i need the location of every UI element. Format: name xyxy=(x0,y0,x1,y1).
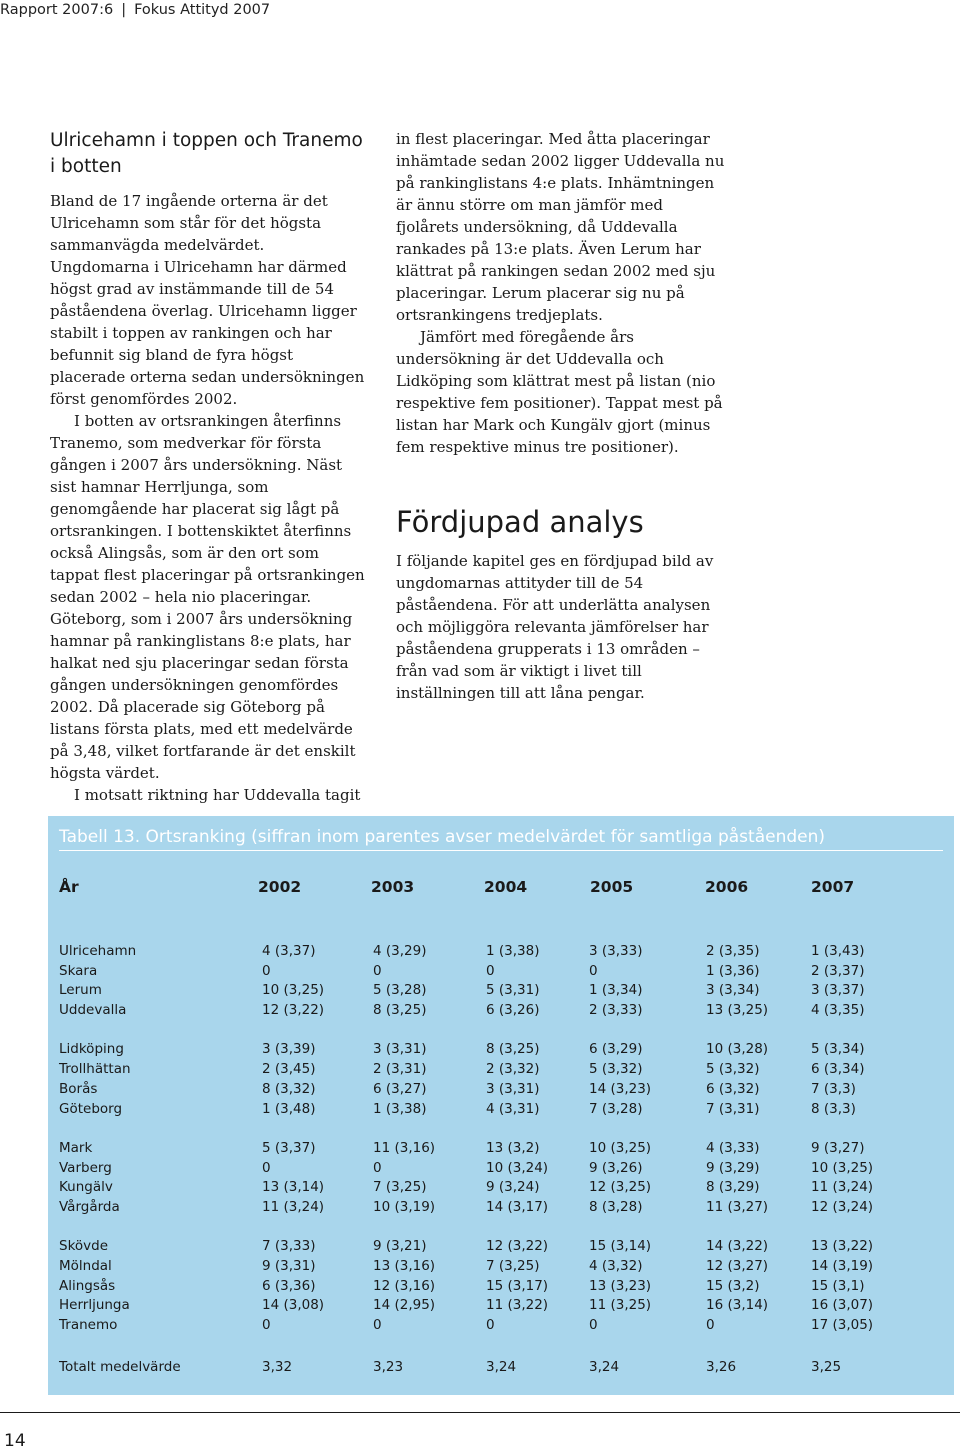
total-cell: 3,23 xyxy=(373,1359,404,1375)
rank-cell: 8 (3,28) xyxy=(589,1198,643,1215)
rank-cell: 0 xyxy=(589,1317,598,1334)
paragraph: I motsatt riktning har Uddevalla tagit xyxy=(74,786,361,804)
rank-cell: 11 (3,16) xyxy=(373,1139,436,1156)
rank-cell: 1 (3,36) xyxy=(706,962,760,979)
table-header-row xyxy=(59,878,960,898)
rank-cell: 7 (3,33) xyxy=(262,1238,316,1255)
rank-cell: 12 (3,22) xyxy=(262,1002,325,1019)
rank-cell: 15 (3,17) xyxy=(486,1277,549,1294)
rank-cell: 10 (3,28) xyxy=(706,1041,769,1058)
rank-cell: 4 (3,37) xyxy=(262,943,316,959)
rank-cell: 14 (3,17) xyxy=(486,1198,549,1215)
town-name: Kungälv xyxy=(59,1179,113,1196)
rank-cell: 6 (3,26) xyxy=(486,1002,540,1019)
report-number: Rapport 2007:6 xyxy=(0,2,114,18)
rank-cell: 12 (3,16) xyxy=(373,1277,436,1294)
rank-cell: 9 (3,26) xyxy=(589,1159,643,1176)
total-cell: 3,24 xyxy=(589,1359,620,1375)
rank-cell: 3 (3,37) xyxy=(811,982,865,999)
town-name: Skövde xyxy=(59,1238,109,1255)
rank-cell: 7 (3,25) xyxy=(373,1179,427,1196)
rank-cell: 9 (3,31) xyxy=(262,1258,316,1274)
rank-cell: 13 (3,23) xyxy=(589,1277,652,1294)
header-cell: 2002 xyxy=(258,878,302,896)
rank-cell: 9 (3,27) xyxy=(811,1139,865,1156)
rank-cell: 16 (3,07) xyxy=(811,1297,874,1314)
rank-cell: 0 xyxy=(262,1317,271,1334)
rank-cell: 0 xyxy=(262,962,271,979)
total-cell: 3,24 xyxy=(486,1359,517,1375)
rank-cell: 1 (3,43) xyxy=(811,943,865,959)
paragraph: I botten av ortsrankingen återfinns Tranemo, som medverkar för första gången i 2007 års undersökning. Näst sist hamnar Herrljunga, som genomgående har placerat sig lågt på ortsrankingen. I bottenskiktet återfinns också Alingsås, som är den ort som tappat flest placeringar på ortsrankingen sedan 2002 – hela nio placeringar. Göteborg, som i 2007 års undersökning hamnar på rankinglistans 8:e plats, har halkat ned sju placeringar sedan första gången undersökningen genomfördes 2002. Då placerade sig Göteborg på listans första plats, med ett medelvärde på 3,48, vilket fortfarande är det enskilt högsta värdet. xyxy=(50,412,365,782)
town-name: Mölndal xyxy=(59,1258,112,1274)
running-header xyxy=(0,0,270,20)
town-name: Lerum xyxy=(59,982,102,999)
rank-cell: 1 (3,38) xyxy=(373,1100,427,1117)
rank-cell: 10 (3,25) xyxy=(811,1159,874,1176)
town-name: Trollhättan xyxy=(59,1061,131,1078)
rank-cell: 13 (3,22) xyxy=(811,1238,874,1255)
rank-cell: 3 (3,33) xyxy=(589,943,643,959)
rank-cell: 9 (3,29) xyxy=(706,1159,760,1176)
table-title-rule xyxy=(59,850,943,851)
rank-cell: 2 (3,35) xyxy=(706,943,760,959)
paragraph: in flest placeringar. Med åtta placeringar inhämtade sedan 2002 ligger Uddevalla nu på rankinglistans 4:e plats. Inhämtningen är ännu större om man jämför med fjolårets undersökning, då Uddevalla rankades på 13:e plats. Även Lerum har klättrat på rankingen sedan 2002 med sju placeringar. Lerum placerar sig nu på ortsrankingens tredjeplats. xyxy=(396,130,725,324)
rank-cell: 4 (3,29) xyxy=(373,943,427,959)
header-cell: 2005 xyxy=(590,878,634,896)
rank-cell: 14 (3,08) xyxy=(262,1297,325,1314)
total-cell: 3,25 xyxy=(811,1359,842,1375)
rank-cell: 13 (3,25) xyxy=(706,1002,769,1019)
rank-cell: 16 (3,14) xyxy=(706,1297,769,1314)
rank-cell: 5 (3,37) xyxy=(262,1139,316,1156)
rank-cell: 2 (3,37) xyxy=(811,962,865,979)
rank-cell: 14 (2,95) xyxy=(373,1297,436,1314)
ranking-table xyxy=(48,816,954,1395)
town-name: Vårgårda xyxy=(59,1198,120,1215)
rank-cell: 8 (3,32) xyxy=(262,1080,316,1097)
rank-cell: 6 (3,32) xyxy=(706,1080,760,1097)
rank-cell: 7 (3,28) xyxy=(589,1100,643,1117)
rank-cell: 12 (3,22) xyxy=(486,1238,549,1255)
town-name: Lidköping xyxy=(59,1041,124,1058)
town-name: Varberg xyxy=(59,1159,112,1176)
section-heading-analysis: Fördjupad analys xyxy=(396,505,644,539)
header-cell: 2004 xyxy=(484,878,528,896)
rank-cell: 8 (3,29) xyxy=(706,1179,760,1196)
rank-cell: 2 (3,31) xyxy=(373,1061,427,1078)
rank-cell: 6 (3,34) xyxy=(811,1061,865,1078)
rank-cell: 2 (3,45) xyxy=(262,1061,316,1078)
rank-cell: 15 (3,14) xyxy=(589,1238,652,1255)
town-name: Alingsås xyxy=(59,1277,116,1294)
rank-cell: 14 (3,19) xyxy=(811,1258,874,1274)
rank-cell: 5 (3,28) xyxy=(373,982,427,999)
paragraph: Jämfört med föregående års undersökning är det Uddevalla och Lidköping som klättrat mest på listan (nio respektive fem positioner). Tappat mest på listan har Mark och Kungälv gjort (minus fem respektive minus tre positioner). xyxy=(396,328,723,456)
rank-cell: 6 (3,36) xyxy=(262,1277,316,1294)
rank-cell: 5 (3,34) xyxy=(811,1041,865,1058)
rank-cell: 3 (3,34) xyxy=(706,982,760,999)
rank-cell: 11 (3,22) xyxy=(486,1297,549,1314)
rank-cell: 5 (3,31) xyxy=(486,982,540,999)
rank-cell: 0 xyxy=(373,962,382,979)
rank-cell: 7 (3,3) xyxy=(811,1080,856,1097)
rank-cell: 11 (3,27) xyxy=(706,1198,769,1215)
rank-cell: 15 (3,2) xyxy=(706,1277,760,1294)
rank-cell: 11 (3,24) xyxy=(811,1179,874,1196)
rank-cell: 0 xyxy=(373,1317,382,1334)
rank-cell: 5 (3,32) xyxy=(589,1061,643,1078)
page-number: 14 xyxy=(4,1431,26,1451)
rank-cell: 5 (3,32) xyxy=(706,1061,760,1078)
rank-cell: 17 (3,05) xyxy=(811,1317,874,1334)
rank-cell: 2 (3,33) xyxy=(589,1002,643,1019)
town-name: Borås xyxy=(59,1080,98,1097)
footer-rule xyxy=(0,1412,960,1413)
report-series: Fokus Attityd 2007 xyxy=(134,2,271,18)
rank-cell: 10 (3,25) xyxy=(589,1139,652,1156)
town-name: Uddevalla xyxy=(59,1002,127,1019)
header-cell: År xyxy=(59,878,79,896)
rank-cell: 1 (3,34) xyxy=(589,982,643,999)
town-name: Mark xyxy=(59,1139,93,1156)
total-cell: 3,32 xyxy=(262,1359,293,1375)
rank-cell: 14 (3,23) xyxy=(589,1080,652,1097)
rank-cell: 7 (3,31) xyxy=(706,1100,760,1117)
table-total-row xyxy=(59,1357,943,1377)
town-name: Tranemo xyxy=(59,1317,118,1334)
rank-cell: 8 (3,25) xyxy=(486,1041,540,1058)
rank-cell: 12 (3,27) xyxy=(706,1258,769,1274)
rank-cell: 10 (3,24) xyxy=(486,1159,549,1176)
rank-cell: 10 (3,19) xyxy=(373,1198,436,1215)
rank-cell: 0 xyxy=(486,1317,495,1334)
rank-cell: 4 (3,33) xyxy=(706,1139,760,1156)
rank-cell: 4 (3,35) xyxy=(811,1002,865,1019)
rank-cell: 3 (3,39) xyxy=(262,1041,316,1058)
header-cell: 2006 xyxy=(705,878,749,896)
section-heading-ranking: Ulricehamn i toppen och Tranemo i botten xyxy=(50,130,363,177)
rank-cell: 13 (3,14) xyxy=(262,1179,325,1196)
header-cell: 2007 xyxy=(811,878,855,896)
rank-cell: 4 (3,31) xyxy=(486,1100,540,1117)
rank-cell: 10 (3,25) xyxy=(262,982,325,999)
rank-cell: 12 (3,25) xyxy=(589,1179,652,1196)
rank-cell: 9 (3,24) xyxy=(486,1179,540,1196)
rank-cell: 0 xyxy=(589,962,598,979)
table-title: Tabell 13. Ortsranking (siffran inom parentes avser medelvärdet för samtliga påståenden) xyxy=(59,827,825,847)
rank-cell: 0 xyxy=(706,1317,715,1334)
rank-cell: 6 (3,29) xyxy=(589,1041,643,1058)
rank-cell: 4 (3,32) xyxy=(589,1258,643,1274)
rank-cell: 0 xyxy=(373,1159,382,1176)
rank-cell: 3 (3,31) xyxy=(486,1080,540,1097)
rank-cell: 15 (3,1) xyxy=(811,1277,865,1294)
rank-cell: 0 xyxy=(486,962,495,979)
rank-cell: 7 (3,25) xyxy=(486,1258,540,1274)
rank-cell: 11 (3,25) xyxy=(589,1297,652,1314)
town-name: Herrljunga xyxy=(59,1297,130,1314)
rank-cell: 1 (3,38) xyxy=(486,943,540,959)
rank-cell: 11 (3,24) xyxy=(262,1198,325,1215)
header-cell: 2003 xyxy=(371,878,415,896)
rank-cell: 12 (3,24) xyxy=(811,1198,874,1215)
rank-cell: 14 (3,22) xyxy=(706,1238,769,1255)
total-cell: 3,26 xyxy=(706,1359,737,1375)
town-name: Skara xyxy=(59,962,98,979)
town-name: Ulricehamn xyxy=(59,943,137,959)
right-column xyxy=(396,128,726,704)
rank-cell: 8 (3,25) xyxy=(373,1002,427,1019)
rank-cell: 2 (3,32) xyxy=(486,1061,540,1078)
left-column xyxy=(50,128,366,806)
rank-cell: 0 xyxy=(262,1159,271,1176)
rank-cell: 8 (3,3) xyxy=(811,1100,856,1117)
rank-cell: 13 (3,2) xyxy=(486,1139,540,1156)
rank-cell: 3 (3,31) xyxy=(373,1041,427,1058)
rank-cell: 9 (3,21) xyxy=(373,1238,427,1255)
rank-cell: 6 (3,27) xyxy=(373,1080,427,1097)
town-name: Göteborg xyxy=(59,1100,123,1117)
header-separator: | xyxy=(121,2,127,18)
rank-cell: 1 (3,48) xyxy=(262,1100,316,1117)
total-label: Totalt medelvärde xyxy=(59,1359,181,1375)
paragraph: Bland de 17 ingående orterna är det Ulricehamn som står för det högsta sammanvägda medelvärdet. Ungdomarna i Ulricehamn har därmed högst grad av instämmande till de 54 påståendena överlag. Ulricehamn ligger stabilt i toppen av rankingen och har befunnit sig bland de fyra högst placerade orterna sedan undersökningen först genomfördes 2002. xyxy=(50,192,365,408)
rank-cell: 13 (3,16) xyxy=(373,1258,436,1274)
paragraph: I följande kapitel ges en fördjupad bild av ungdomarnas attityder till de 54 påståendena. För att underlätta analysen och möjliggöra relevanta jämförelser har påståendena grupperats i 13 områden – från vad som är viktigt i livet till inställningen till att låna pengar. xyxy=(396,552,714,702)
